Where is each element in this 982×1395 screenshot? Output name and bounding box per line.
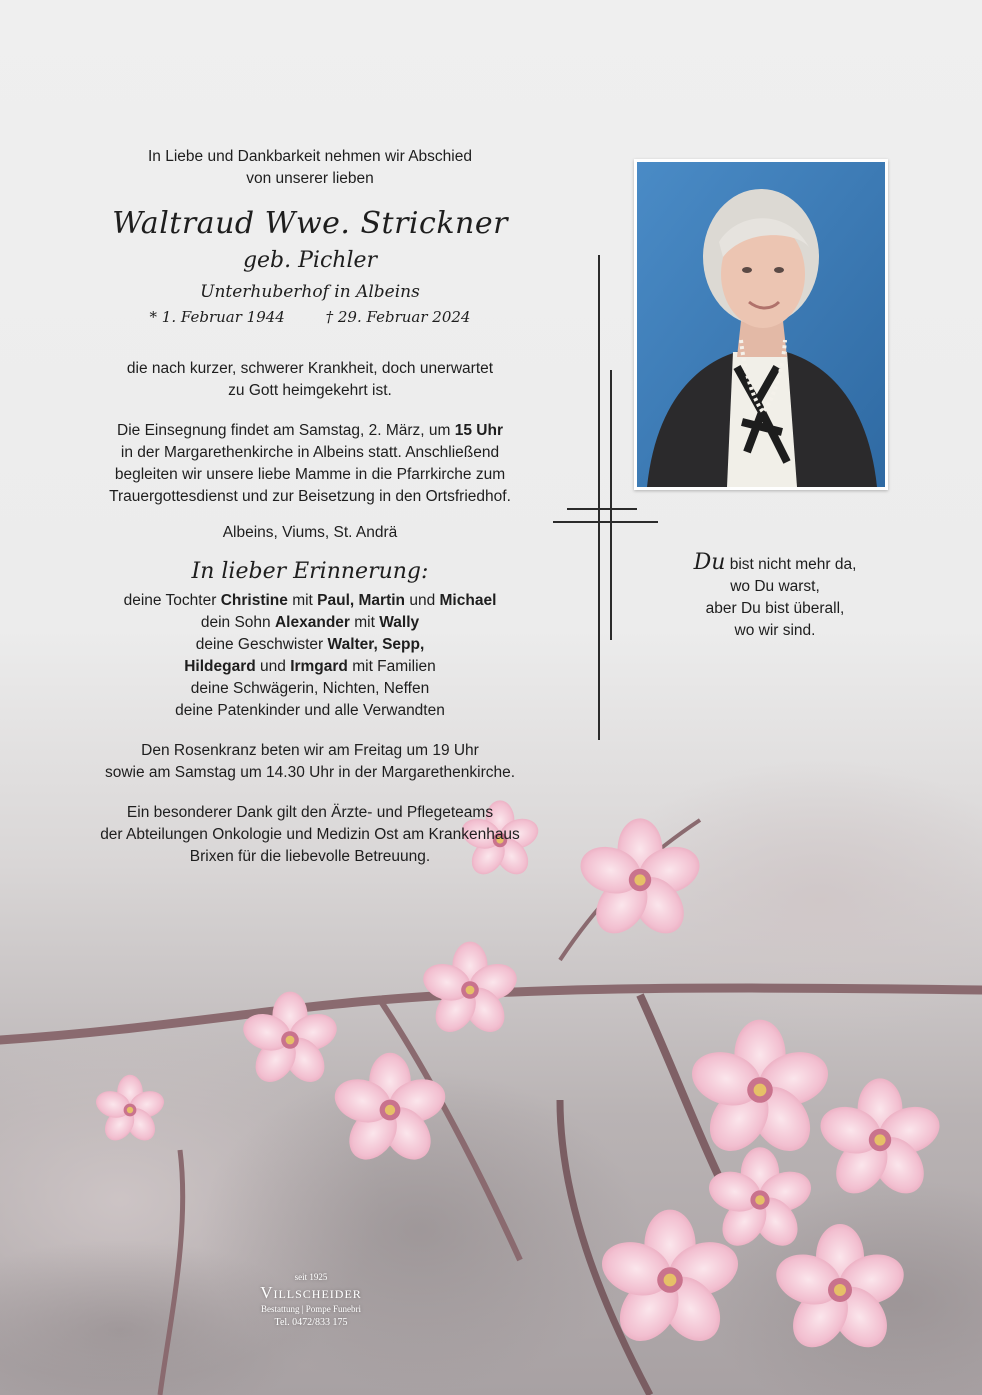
rosary-line-1: Den Rosenkranz beten wir am Freitag um 19 Uhr [141,742,479,759]
funeral-home-logo [236,1272,386,1331]
mourner-row [196,636,425,653]
poem-line-2: wo Du warst, [730,578,820,595]
main-text-column [60,146,560,868]
rosary-line-2: sowie am Samstag um 14.30 Uhr in der Margarethenkirche. [104,764,516,781]
places: Albeins, Viums, St. Andrä [222,524,398,541]
mourners-list [60,590,560,722]
cross-vertical-line-2 [610,370,612,640]
mourner-text: und [255,658,291,675]
cross-horizontal-line [567,508,637,510]
deceased-name: Waltraud Wwe. Strickner [112,206,508,241]
mourner-row [124,592,497,609]
death-notice-line-2: zu Gott heimgekehrt ist. [228,382,392,399]
thanks-line-3: Brixen für die liebevolle Betreuung. [189,848,431,865]
poem-line-4: wo wir sind. [734,622,816,639]
mourner-text: dein Sohn [200,614,275,631]
death-date: † 29. Februar 2024 [325,308,471,326]
funeral-line-2: in der Margarethenkirche in Albeins statt. Anschließend [120,444,500,461]
funeral-line-4: Trauergottesdienst und zur Beisetzung in den Ortsfriedhof. [109,488,511,505]
thanks-line-2: der Abteilungen Onkologie und Medizin Ost am Krankenhaus [100,826,520,843]
death-notice-line-1: die nach kurzer, schwerer Krankheit, doch unerwartet [126,360,494,377]
mourner-text: und [405,592,440,609]
poem-line-1: bist nicht mehr da, [725,556,857,573]
mourner-row [184,658,436,675]
mourner-name: Christine [220,592,288,609]
mourner-text: deine Tochter [123,592,221,609]
mourner-name: Michael [439,592,497,609]
birth-date: * 1. Februar 1944 [149,308,285,326]
portrait-photo [637,162,885,487]
thanks-text [60,802,560,868]
birth-name: geb. Pichler [242,248,378,273]
mourner-name: Wally [379,614,420,631]
portrait-frame [634,159,888,490]
mourner-text: deine Geschwister [195,636,328,653]
cross-vertical-line [598,255,600,740]
funeral-time: 15 Uhr [454,422,503,439]
rosary-info [60,740,560,784]
death-notice [60,358,560,402]
funeral-details [60,420,560,508]
logo-since: seit 1925 [294,1272,328,1282]
mourner-text: mit [349,614,380,631]
intro-line-2: von unserer lieben [246,170,374,187]
poem [660,552,890,642]
intro-text [60,146,560,190]
mourner-name: Irmgard [290,658,348,675]
mourner-row [201,614,419,631]
intro-line-1: In Liebe und Dankbarkeit nehmen wir Abschied [148,148,472,165]
funeral-line-1: Die Einsegnung findet am Samstag, 2. März, um [117,422,455,439]
thanks-line-1: Ein besonderer Dank gilt den Ärzte- und Pflegeteams [126,804,494,821]
funeral-line-3: begleiten wir unsere liebe Mamme in die Pfarrkirche zum [114,466,506,483]
cross-horizontal-line-2 [553,521,658,523]
mourner-name: Paul, Martin [317,592,406,609]
mourner-row: deine Schwägerin, Nichten, Neffen [190,680,430,697]
farm-name: Unterhuberhof in Albeins [200,282,420,302]
poem-dropcap: Du [693,550,726,575]
poem-line-3: aber Du bist überall, [705,600,845,617]
logo-subtitle: Bestattung | Pompe Funebri [260,1304,362,1314]
remembrance-heading: In lieber Erinnerung: [191,559,429,584]
mourner-name: Walter, Sepp, [327,636,425,653]
mourner-name: Hildegard [184,658,256,675]
mourner-text: mit Familien [347,658,436,675]
mourner-row: deine Patenkinder und alle Verwandten [175,702,445,719]
logo-brand: Villscheider [260,1283,362,1302]
life-dates [60,306,560,328]
logo-phone: Tel. 0472/833 175 [274,1317,348,1328]
mourner-name: Alexander [274,614,350,631]
mourner-text: mit [287,592,318,609]
